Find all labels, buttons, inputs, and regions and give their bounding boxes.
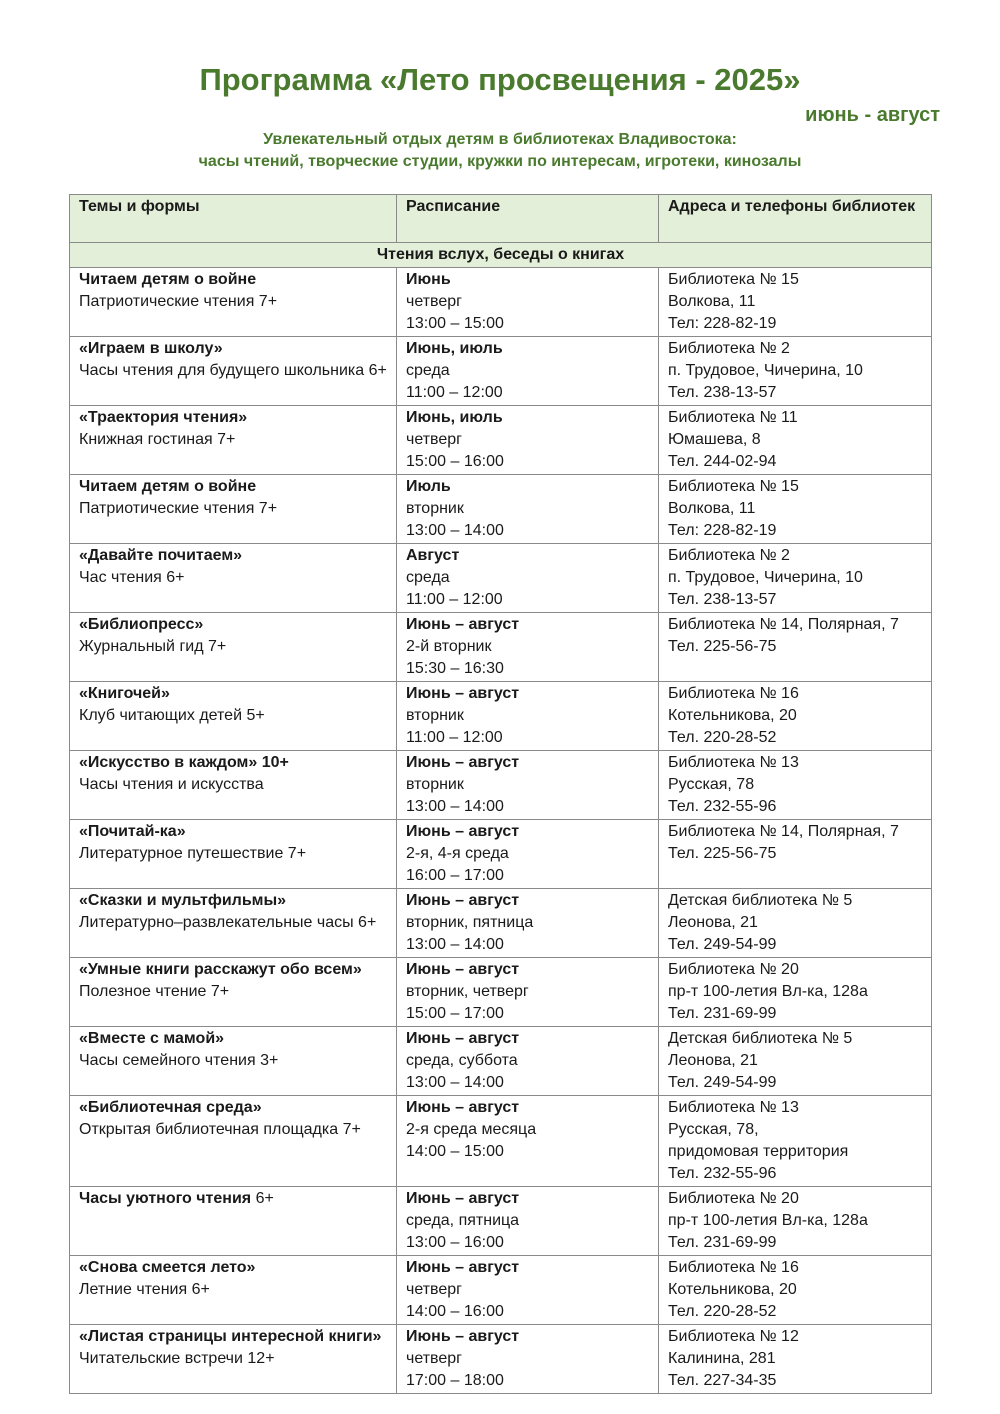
schedule-cell [397,1027,659,1096]
topic-description: Часы чтения и искусства [79,776,264,793]
schedule-cell [397,475,659,544]
address-cell [659,544,932,613]
schedule-time: 14:00 – 15:00 [406,1143,504,1160]
address-line: Тел. 238-13-57 [668,384,777,401]
program-period: июнь - август [805,104,940,126]
table-row [70,1027,932,1096]
schedule-time: 13:00 – 15:00 [406,315,504,332]
topic-cell [70,958,397,1027]
address-line: Тел. 231-69-99 [668,1005,777,1022]
schedule-day: вторник [406,707,464,724]
address-line: Библиотека № 11 [668,409,798,426]
address-line: Библиотека № 20 [668,961,799,978]
schedule-time: 13:00 – 16:00 [406,1234,504,1251]
section-title: Чтения вслух, беседы о книгах [70,243,932,268]
address-line: Волкова, 11 [668,500,756,517]
address-line: Библиотека № 14, Полярная, 7 [668,616,899,633]
address-cell [659,1027,932,1096]
schedule-cell [397,268,659,337]
schedule-time: 17:00 – 18:00 [406,1372,504,1389]
address-line: Библиотека № 13 [668,1099,799,1116]
topic-cell [70,1325,397,1394]
address-line: п. Трудовое, Чичерина, 10 [668,362,863,379]
topic-title: «Книгочей» [79,685,170,702]
address-cell [659,682,932,751]
topic-title: Часы уютного чтения [79,1190,252,1207]
topic-description: Летние чтения 6+ [79,1281,210,1298]
schedule-cell [397,1096,659,1187]
address-line: Леонова, 21 [668,914,758,931]
address-line: Библиотека № 15 [668,478,799,495]
document-title: Программа «Лето просвещения - 2025» [199,62,801,97]
schedule-time: 13:00 – 14:00 [406,522,504,539]
topic-title: «Библиопресс» [79,616,204,633]
schedule-period: Июль [406,478,451,495]
address-cell [659,889,932,958]
topic-cell [70,889,397,958]
schedule-cell [397,820,659,889]
address-line: Тел. 225-56-75 [668,845,777,862]
address-line: п. Трудовое, Чичерина, 10 [668,569,863,586]
schedule-time: 11:00 – 12:00 [406,384,503,401]
schedule-period: Июнь – август [406,1259,520,1276]
schedule-day: 2-я среда месяца [406,1121,537,1138]
schedule-time: 13:00 – 14:00 [406,1074,504,1091]
address-line: Тел. 220-28-52 [668,729,777,746]
schedule-period: Июнь – август [406,616,520,633]
topic-description: Клуб читающих детей 5+ [79,707,265,724]
address-line: Тел. 227-34-35 [668,1372,777,1389]
topic-title: «Давайте почитаем» [79,547,243,564]
address-cell [659,820,932,889]
table-row [70,1096,932,1187]
schedule-day: среда, суббота [406,1052,518,1069]
topic-description: Полезное чтение 7+ [79,983,230,1000]
topic-description: Патриотические чтения 7+ [79,500,278,517]
schedule-cell [397,751,659,820]
address-cell [659,406,932,475]
schedule-period: Июнь – август [406,1030,520,1047]
subtitle-line-2: часы чтений, творческие студии, кружки по интересам, игротеки, кинозалы [198,153,802,170]
table-row [70,337,932,406]
topic-cell [70,1096,397,1187]
address-cell [659,751,932,820]
schedule-cell [397,1256,659,1325]
header-addresses: Адреса и телефоны библиотек [659,195,932,243]
schedule-cell [397,682,659,751]
address-cell [659,337,932,406]
schedule-time: 16:00 – 17:00 [406,867,504,884]
table-row [70,406,932,475]
address-line: Библиотека № 2 [668,547,790,564]
address-line: Библиотека № 14, Полярная, 7 [668,823,899,840]
address-line: Детская библиотека № 5 [668,892,853,909]
address-line: Тел. 244-02-94 [668,453,777,470]
address-cell [659,958,932,1027]
schedule-table [69,194,932,1394]
address-cell [659,268,932,337]
topic-description: Патриотические чтения 7+ [79,293,278,310]
address-line: Русская, 78 [668,776,755,793]
topic-title: Читаем детям о войне [79,271,257,288]
address-line: Тел. 232-55-96 [668,1165,777,1182]
address-line: Библиотека № 16 [668,685,799,702]
schedule-time: 11:00 – 12:00 [406,591,503,608]
schedule-day: четверг [406,1350,462,1367]
schedule-day: 2-й вторник [406,638,492,655]
table-header-row [70,195,932,243]
topic-title: «Траектория чтения» [79,409,248,426]
topic-title: «Почитай-ка» [79,823,186,840]
schedule-period: Июнь, июль [406,340,503,357]
address-line: Библиотека № 13 [668,754,799,771]
address-line: Котельникова, 20 [668,707,797,724]
schedule-period: Июнь – август [406,892,520,909]
schedule-day: вторник, четверг [406,983,529,1000]
address-line: Библиотека № 12 [668,1328,799,1345]
address-line: Тел. 249-54-99 [668,1074,777,1091]
address-cell [659,1096,932,1187]
schedule-day: четверг [406,293,462,310]
schedule-time: 15:00 – 17:00 [406,1005,504,1022]
schedule-time: 11:00 – 12:00 [406,729,503,746]
topic-title: «Искусство в каждом» 10+ [79,754,289,771]
header-topics: Темы и формы [70,195,397,243]
schedule-period: Июнь, июль [406,409,503,426]
header-schedule: Расписание [397,195,659,243]
topic-title: «Сказки и мультфильмы» [79,892,287,909]
address-line: Русская, 78, [668,1121,759,1138]
schedule-cell [397,1187,659,1256]
schedule-cell [397,613,659,682]
table-row [70,544,932,613]
table-row [70,820,932,889]
schedule-period: Июнь [406,271,451,288]
topic-cell [70,475,397,544]
schedule-period: Июнь – август [406,754,520,771]
schedule-cell [397,406,659,475]
topic-description: Журнальный гид 7+ [79,638,227,655]
schedule-time: 13:00 – 14:00 [406,936,504,953]
address-cell [659,475,932,544]
address-line: Тел: 228-82-19 [668,315,777,332]
topic-title: «Вместе с мамой» [79,1030,225,1047]
section-row [70,243,932,268]
schedule-day: вторник, пятница [406,914,534,931]
topic-description: Час чтения 6+ [79,569,185,586]
address-line: Тел. 238-13-57 [668,591,777,608]
topic-cell [70,1256,397,1325]
topic-cell [70,337,397,406]
address-cell [659,1325,932,1394]
schedule-cell [397,337,659,406]
address-line: Тел. 220-28-52 [668,1303,777,1320]
schedule-day: четверг [406,431,462,448]
topic-cell [70,268,397,337]
schedule-cell [397,889,659,958]
table-row [70,613,932,682]
address-line: Библиотека № 16 [668,1259,799,1276]
schedule-period: Июнь – август [406,961,520,978]
address-line: Детская библиотека № 5 [668,1030,853,1047]
address-line: Библиотека № 15 [668,271,799,288]
address-line: Тел. 231-69-99 [668,1234,777,1251]
topic-title: «Снова смеется лето» [79,1259,256,1276]
table-row [70,889,932,958]
table-row [70,682,932,751]
schedule-time: 15:30 – 16:30 [406,660,504,677]
topic-cell [70,751,397,820]
schedule-period: Июнь – август [406,1099,520,1116]
schedule-period: Июнь – август [406,685,520,702]
address-line: Тел: 228-82-19 [668,522,777,539]
table-row [70,475,932,544]
address-line: пр-т 100-летия Вл-ка, 128а [668,983,868,1000]
schedule-time: 15:00 – 16:00 [406,453,504,470]
schedule-day: вторник [406,500,464,517]
address-line: Котельникова, 20 [668,1281,797,1298]
address-cell [659,613,932,682]
topic-cell [70,406,397,475]
address-line: Тел. 225-56-75 [668,638,777,655]
table-row [70,268,932,337]
schedule-time: 14:00 – 16:00 [406,1303,504,1320]
schedule-cell [397,1325,659,1394]
topic-description: Литературное путешествие 7+ [79,845,307,862]
table-row [70,958,932,1027]
address-line: придомовая территория [668,1143,849,1160]
schedule-period: Июнь – август [406,823,520,840]
address-line: Леонова, 21 [668,1052,758,1069]
topic-title: «Библиотечная среда» [79,1099,262,1116]
address-line: Библиотека № 20 [668,1190,799,1207]
topic-description: Открытая библиотечная площадка 7+ [79,1121,361,1138]
table-row [70,751,932,820]
topic-description: Часы семейного чтения 3+ [79,1052,279,1069]
address-line: Юмашева, 8 [668,431,761,448]
table-body [70,243,932,1394]
topic-cell [70,820,397,889]
subtitle-line-1: Увлекательный отдых детям в библиотеках Владивостока: [263,131,737,148]
schedule-day: 2-я, 4-я среда [406,845,509,862]
schedule-period: Июнь – август [406,1190,520,1207]
address-cell [659,1187,932,1256]
address-cell [659,1256,932,1325]
topic-description: Книжная гостиная 7+ [79,431,236,448]
topic-cell [70,682,397,751]
topic-description: Читательские встречи 12+ [79,1350,275,1367]
topic-cell [70,613,397,682]
schedule-cell [397,958,659,1027]
schedule-day: четверг [406,1281,462,1298]
schedule-cell [397,544,659,613]
address-line: Тел. 249-54-99 [668,936,777,953]
topic-description: Литературно–развлекательные часы 6+ [79,914,377,931]
schedule-period: Июнь – август [406,1328,520,1345]
schedule-day: среда [406,569,450,586]
topic-title: «Играем в школу» [79,340,223,357]
schedule-period: Август [406,547,460,564]
address-line: Волкова, 11 [668,293,756,310]
topic-cell [70,544,397,613]
schedule-day: вторник [406,776,464,793]
address-line: пр-т 100-летия Вл-ка, 128а [668,1212,868,1229]
schedule-day: среда [406,362,450,379]
table-row [70,1187,932,1256]
table-row [70,1256,932,1325]
topic-title: «Умные книги расскажут обо всем» [79,961,362,978]
address-line: Тел. 232-55-96 [668,798,777,815]
topic-title: «Листая страницы интересной книги» [79,1328,382,1345]
table-row [70,1325,932,1394]
address-line: Библиотека № 2 [668,340,790,357]
topic-cell [70,1187,397,1256]
address-line: Калинина, 281 [668,1350,776,1367]
topic-cell [70,1027,397,1096]
topic-age-suffix: 6+ [251,1190,274,1207]
schedule-day: среда, пятница [406,1212,520,1229]
topic-title: Читаем детям о войне [79,478,257,495]
topic-description: Часы чтения для будущего школьника 6+ [79,362,387,379]
schedule-time: 13:00 – 14:00 [406,798,504,815]
